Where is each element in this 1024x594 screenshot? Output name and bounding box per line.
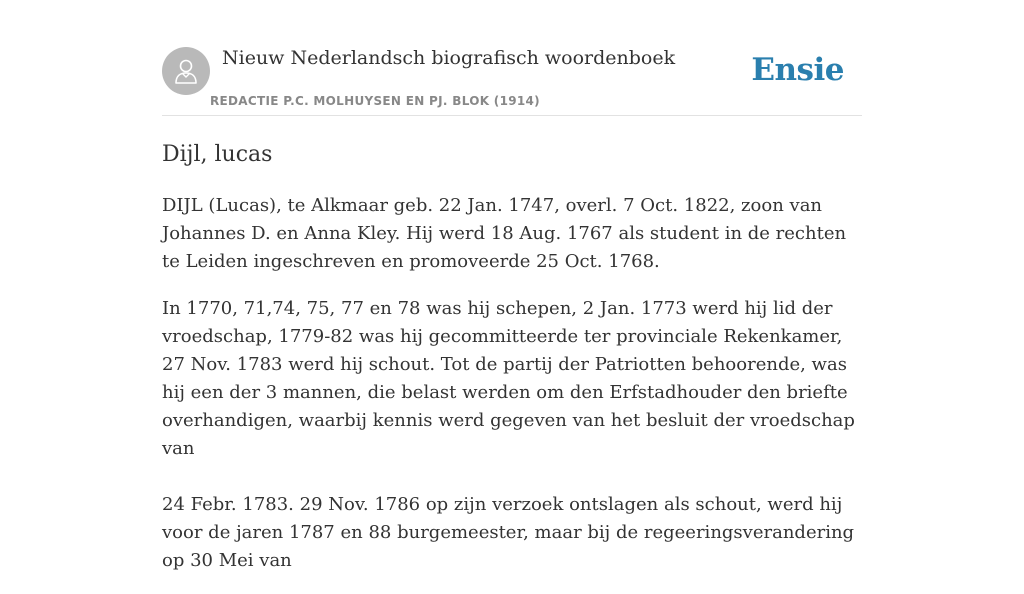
editors-label: REDACTIE P.C. MOLHUYSEN EN PJ. BLOK (1914) <box>210 94 540 108</box>
book-title[interactable]: Nieuw Nederlandsch biografisch woordenboek <box>222 47 676 69</box>
author-avatar <box>162 47 210 95</box>
paragraph: 24 Febr. 1783. 29 Nov. 1786 op zijn verzoek ontslagen als schout, werd hij voor de jaren 1787 en 88 burgemeester, maar bij de regeeringsverandering op 30 Mei van <box>162 494 855 571</box>
entry-body <box>162 192 862 594</box>
paragraph: In 1770, 71,74, 75, 77 en 78 was hij schepen, 2 Jan. 1773 werd hij lid der vroedschap, 1779-82 was hij gecommitteerde ter provinciale Rekenkamer, 27 Nov. 1783 werd hij schout. Tot de partij der Patriotten behoorende, was hij een der 3 mannen, die belast werden om den Erfstadhouder den briefte overhandigen, waarbij kennis werd gegeven van het besluit der vroedschap van <box>162 298 855 459</box>
ensie-logo[interactable]: Ensie <box>751 52 844 88</box>
user-icon <box>173 57 199 85</box>
entry-title: Dijl, lucas <box>162 142 273 167</box>
paragraph: DIJL (Lucas), te Alkmaar geb. 22 Jan. 1747, overl. 7 Oct. 1822, zoon van Johannes D. en Anna Kley. Hij werd 18 Aug. 1767 als student in de rechten te Leiden ingeschreven en promoveerde 25 Oct. 1768. <box>162 195 847 272</box>
header <box>162 46 862 116</box>
